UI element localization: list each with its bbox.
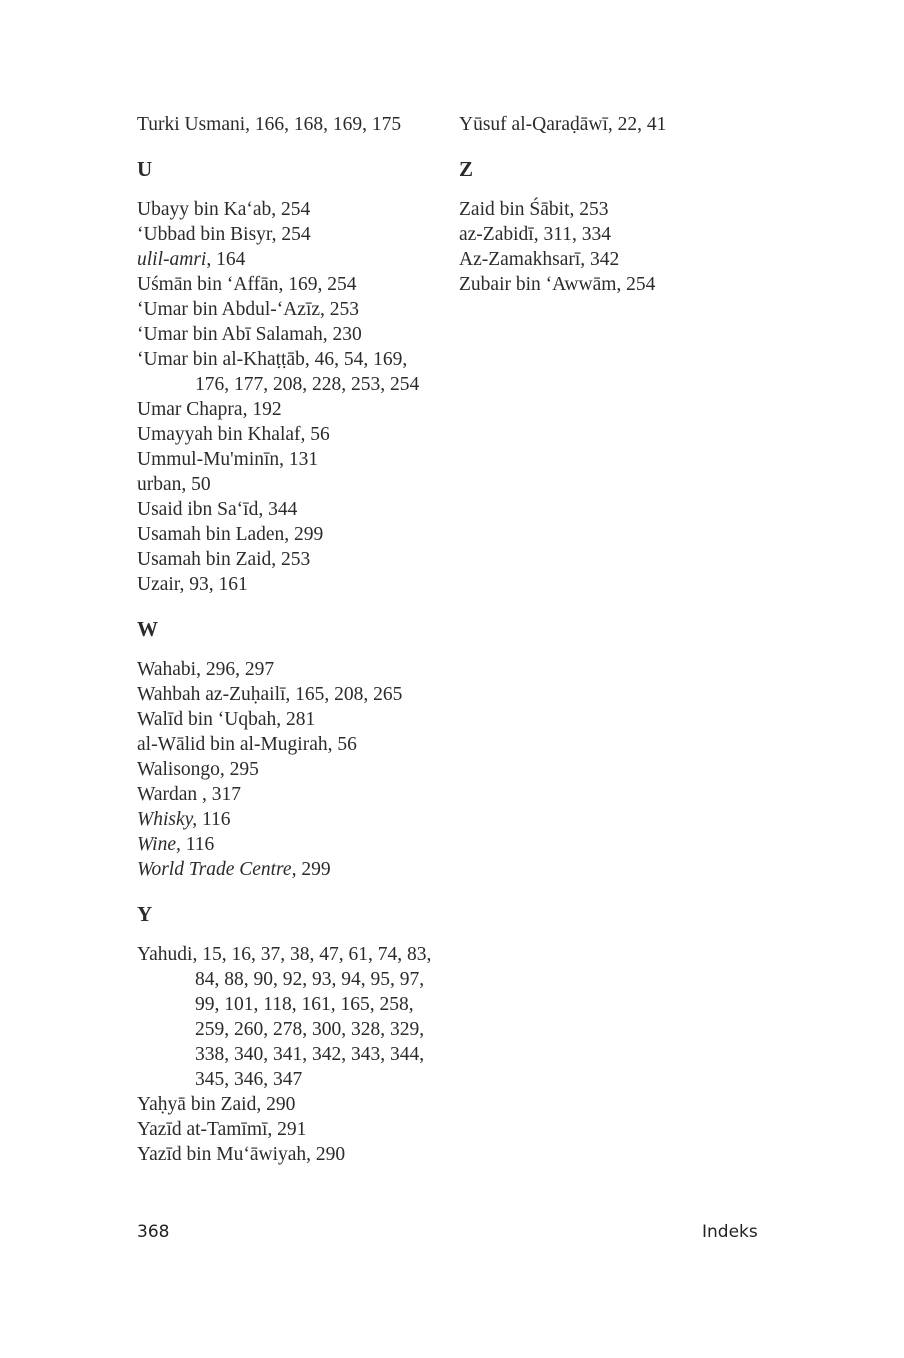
running-footer-title: Indeks (702, 1222, 758, 1242)
index-term-italic: ulil-amri (137, 249, 207, 270)
index-term-italic: Whisky, (137, 809, 198, 830)
index-entry (137, 807, 442, 832)
index-entry: Az-Zamakhsarī, 342 (459, 249, 620, 270)
index-entry: Ubayy bin Ka‘ab, 254 (137, 199, 311, 220)
section-heading-y: Y (137, 902, 153, 926)
index-entry: Walīd bin ‘Uqbah, 281 (137, 709, 316, 730)
index-pages: 116 (197, 809, 231, 830)
index-continuation-line: 99, 101, 118, 161, 165, 258, (195, 994, 414, 1015)
index-entry: Yazīd at-Tamīmī, 291 (137, 1119, 307, 1140)
page-number: 368 (137, 1222, 170, 1242)
index-entry-first-line: ‘Umar bin al-Khaṭṭāb, 46, 54, 169, (137, 349, 408, 370)
index-continuation-line: 345, 346, 347 (195, 1069, 303, 1090)
index-entry: al-Wālid bin al-Mugirah, 56 (137, 734, 357, 755)
section-y-entries (137, 942, 442, 1167)
index-entry: Yahudi, 15, 16, 37, 38, 47, 61, 74, 83, (137, 944, 432, 965)
index-entry (137, 857, 442, 882)
index-entry-continuation: 176, 177, 208, 228, 253, 254 (195, 374, 420, 395)
index-entry (137, 347, 442, 397)
index-pages: 116 (180, 834, 215, 855)
index-entry: Umayyah bin Khalaf, 56 (137, 424, 330, 445)
index-entry-continuation (137, 992, 442, 1017)
section-heading-u: U (137, 157, 153, 181)
index-entry: Zubair bin ‘Awwām, 254 (459, 274, 656, 295)
index-term-italic: Wine, (137, 834, 181, 855)
index-entry: Ummul-Mu'minīn, 131 (137, 449, 319, 470)
index-entry: Yūsuf al-Qaraḍāwī, 22, 41 (459, 114, 667, 135)
section-z-entries (459, 197, 759, 297)
index-entry: Uśmān bin ‘Affān, 169, 254 (137, 274, 357, 295)
index-entry-continuation (137, 1067, 442, 1092)
section-heading-z: Z (459, 157, 474, 181)
index-entry: Zaid bin Śābit, 253 (459, 199, 609, 220)
section-u-entries (137, 197, 442, 597)
index-term-italic: World Trade Centre, (137, 859, 297, 880)
index-entry: Wahabi, 296, 297 (137, 659, 275, 680)
index-pages: 299 (296, 859, 331, 880)
index-entry: Walisongo, 295 (137, 759, 259, 780)
index-entry: Yazīd bin Mu‘āwiyah, 290 (137, 1144, 346, 1165)
section-w-entries (137, 657, 442, 882)
index-entry: Umar Chapra, 192 (137, 399, 282, 420)
index-entry: Wardan , 317 (137, 784, 242, 805)
index-entry: urban, 50 (137, 474, 211, 495)
index-entry-continuation (137, 1042, 442, 1067)
index-continuation-line: 259, 260, 278, 300, 328, 329, (195, 1019, 425, 1040)
index-entry: Turki Usmani, 166, 168, 169, 175 (137, 114, 402, 135)
index-continuation-line: 84, 88, 90, 92, 93, 94, 95, 97, (195, 969, 425, 990)
index-pages: , 164 (206, 249, 246, 270)
section-heading-w: W (137, 617, 158, 641)
index-continuation-line: 338, 340, 341, 342, 343, 344, (195, 1044, 425, 1065)
index-entry: Usaid ibn Sa‘īd, 344 (137, 499, 298, 520)
index-entry-continuation (137, 967, 442, 992)
index-entry (137, 832, 442, 857)
index-column-right (459, 112, 759, 297)
index-entry: Usamah bin Zaid, 253 (137, 549, 311, 570)
index-entry: az-Zabidī, 311, 334 (459, 224, 611, 245)
index-entry: Usamah bin Laden, 299 (137, 524, 324, 545)
index-entry: ‘Umar bin Abdul-‘Azīz, 253 (137, 299, 360, 320)
index-entry: ‘Ubbad bin Bisyr, 254 (137, 224, 311, 245)
index-entry: ‘Umar bin Abī Salamah, 230 (137, 324, 362, 345)
index-entry-continuation (137, 1017, 442, 1042)
index-column-left (137, 112, 442, 1167)
index-entry: Wahbah az-Zuḥailī, 165, 208, 265 (137, 684, 403, 705)
index-entry: Yaḥyā bin Zaid, 290 (137, 1094, 296, 1115)
index-entry: Uzair, 93, 161 (137, 574, 248, 595)
index-entry (137, 247, 442, 272)
